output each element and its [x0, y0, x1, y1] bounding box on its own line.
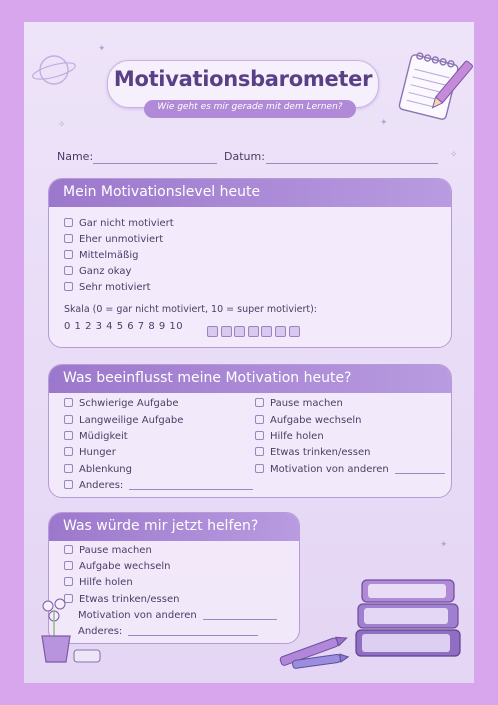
checkbox[interactable]	[64, 431, 73, 440]
scale-box[interactable]	[261, 326, 272, 337]
scale-box[interactable]	[275, 326, 286, 337]
option-label: Schwierige Aufgabe	[79, 398, 179, 409]
option-label: Motivation von anderen	[270, 464, 389, 475]
option-label: Pause machen	[79, 545, 152, 556]
notepad-pencil-icon	[392, 50, 476, 134]
planet-icon	[30, 46, 78, 94]
checkbox[interactable]	[64, 398, 73, 407]
checkbox[interactable]	[64, 266, 73, 275]
card-title: Was beeinflusst meine Motivation heute?	[63, 370, 352, 386]
option-label: Etwas trinken/essen	[270, 447, 371, 458]
sparkle-icon: ✦	[440, 540, 448, 550]
card-title: Was würde mir jetzt helfen?	[63, 518, 259, 534]
sparkle-icon: ✧	[450, 150, 458, 160]
option-checkbox[interactable]	[64, 480, 253, 491]
other-field[interactable]	[129, 489, 253, 490]
option-checkbox[interactable]	[64, 266, 131, 277]
checkbox[interactable]	[255, 415, 264, 424]
checkbox[interactable]	[64, 545, 73, 554]
option-checkbox[interactable]	[64, 234, 163, 245]
option-checkbox[interactable]	[64, 447, 116, 458]
scale-numbers: 0 1 2 3 4 5 6 7 8 9 10	[64, 321, 184, 332]
checkbox[interactable]	[64, 447, 73, 456]
flower-pot-icon	[32, 596, 112, 668]
option-label: Pause machen	[270, 398, 343, 409]
option-label: Langweilige Aufgabe	[79, 415, 184, 426]
option-label: Anderes:	[78, 626, 123, 637]
option-checkbox[interactable]	[64, 398, 179, 409]
option-checkbox[interactable]	[255, 398, 343, 409]
card-header	[49, 179, 451, 207]
option-label: Hilfe holen	[270, 431, 324, 442]
date-field[interactable]	[266, 163, 438, 164]
other-field[interactable]	[128, 635, 258, 636]
option-checkbox[interactable]	[64, 218, 174, 229]
option-checkbox[interactable]	[64, 431, 128, 442]
option-checkbox[interactable]	[64, 415, 183, 426]
card-header	[49, 365, 451, 393]
sparkle-icon: ✧	[58, 120, 66, 130]
option-label: Ablenkung	[79, 464, 132, 475]
scale-box[interactable]	[207, 326, 218, 337]
option-checkbox[interactable]	[255, 415, 362, 426]
option-label: Mittelmäßig	[79, 250, 139, 261]
option-checkbox[interactable]	[255, 431, 324, 442]
checkbox[interactable]	[255, 431, 264, 440]
checkbox[interactable]	[64, 480, 73, 489]
checkbox[interactable]	[64, 250, 73, 259]
book-stack-icon	[354, 574, 466, 666]
checkbox[interactable]	[64, 234, 73, 243]
option-label: Hilfe holen	[79, 577, 133, 588]
option-label: Ganz okay	[79, 266, 132, 277]
name-field[interactable]	[93, 163, 217, 164]
scale-label: Skala (0 = gar nicht motiviert, 10 = super motiviert):	[64, 304, 317, 315]
option-label: Aufgabe wechseln	[270, 415, 362, 426]
checkbox[interactable]	[64, 464, 73, 473]
checkbox[interactable]	[255, 464, 264, 473]
scale-box[interactable]	[221, 326, 232, 337]
scale-boxes[interactable]	[207, 322, 302, 341]
name-label: Name:	[57, 150, 94, 163]
option-label: Motivation von anderen	[78, 610, 197, 621]
checkbox[interactable]	[255, 447, 264, 456]
option-checkbox[interactable]	[64, 464, 132, 475]
option-checkbox[interactable]	[64, 545, 152, 556]
checkbox[interactable]	[64, 415, 73, 424]
checkbox[interactable]	[255, 398, 264, 407]
scale-box[interactable]	[248, 326, 259, 337]
sparkle-icon: ✦	[98, 44, 106, 54]
date-label: Datum:	[224, 150, 265, 163]
scale-box[interactable]	[234, 326, 245, 337]
page-title: Motivationsbarometer	[113, 67, 373, 91]
option-label: Hunger	[79, 447, 116, 458]
option-label: Etwas trinken/essen	[79, 594, 180, 605]
option-label: Sehr motiviert	[79, 282, 151, 293]
subtitle-ribbon	[144, 100, 356, 118]
checkbox[interactable]	[64, 561, 73, 570]
page-subtitle: Wie geht es mir gerade mit dem Lernen?	[157, 102, 343, 112]
option-checkbox[interactable]	[64, 250, 138, 261]
option-checkbox[interactable]	[255, 464, 445, 475]
option-label: Müdigkeit	[79, 431, 128, 442]
checkbox[interactable]	[64, 282, 73, 291]
card-header	[49, 513, 299, 541]
card-title: Mein Motivationslevel heute	[63, 184, 261, 200]
option-checkbox[interactable]	[64, 282, 151, 293]
crayon-icon	[272, 628, 358, 672]
option-label: Gar nicht motiviert	[79, 218, 174, 229]
option-checkbox[interactable]	[255, 447, 370, 458]
scale-box[interactable]	[289, 326, 300, 337]
option-label: Aufgabe wechseln	[79, 561, 171, 572]
option-checkbox[interactable]	[64, 577, 133, 588]
option-label: Eher unmotiviert	[79, 234, 164, 245]
other-field[interactable]	[395, 473, 445, 474]
sparkle-icon: ✦	[380, 118, 388, 128]
checkbox[interactable]	[64, 577, 73, 586]
option-label: Anderes:	[79, 480, 124, 491]
checkbox[interactable]	[64, 218, 73, 227]
option-checkbox[interactable]	[64, 561, 171, 572]
other-field[interactable]	[203, 619, 277, 620]
